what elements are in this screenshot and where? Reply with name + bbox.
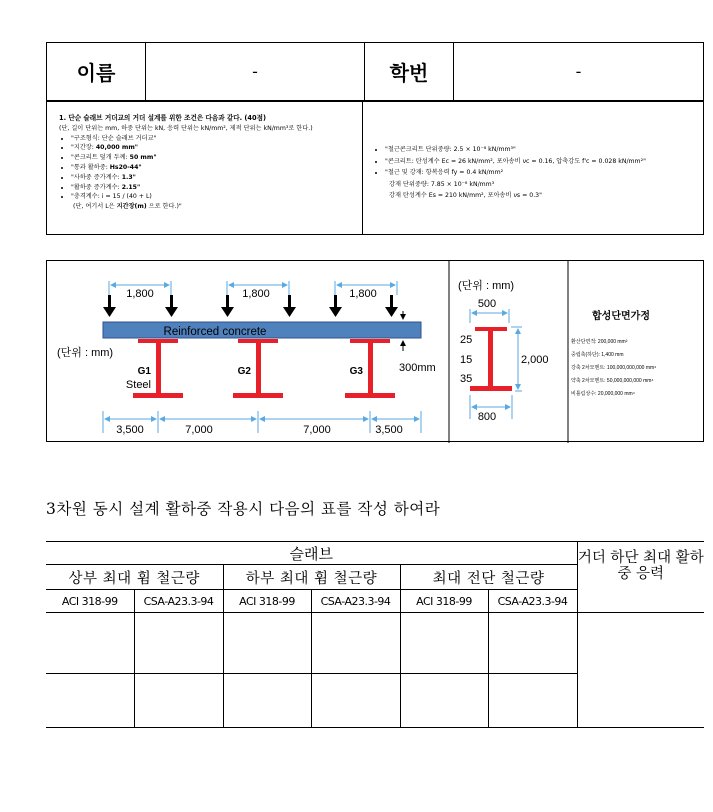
composite-prop: 환산단면적: 200,000 mm² — [571, 339, 628, 345]
problem-conditions-right — [363, 102, 703, 234]
code-header: ACI 318-99 — [400, 590, 488, 613]
instruction-text: 3차원 동시 설계 활하중 작용시 다음의 표를 작성 하여라 — [46, 500, 441, 518]
composite-prop: 약축 2차모멘트: 50,000,000,000 mm⁴ — [571, 378, 654, 384]
material-list — [373, 144, 703, 179]
code-header: CSA-A23.3-94 — [311, 590, 400, 613]
web-thk-label: 15 — [460, 354, 473, 366]
slab-header: 슬래브 — [46, 542, 577, 565]
unit-label: (단위 : mm) — [57, 347, 114, 359]
table-cell[interactable] — [134, 674, 223, 728]
material-item: • "콘크리트: 탄성계수 Ec = 26 kN/mm², 포아송비 νc = 0.16, 압축강도 f'c = 0.028 kN/mm²" — [385, 156, 703, 168]
name-label: 이름 — [47, 43, 146, 101]
group-header: 상부 최대 휨 철근량 — [46, 565, 223, 590]
girder-stress-cell[interactable] — [577, 613, 704, 728]
material-item: • "철근콘크리트 단위중량: 2.5 × 10⁻⁸ kN/mm³" — [385, 144, 703, 156]
group-header: 하부 최대 휨 철근량 — [223, 565, 400, 590]
composite-prop: 비틀림상수: 20,000,000 mm⁴ — [571, 391, 635, 397]
slab-thickness-label: 300mm — [399, 362, 436, 374]
load-arrow-icon — [221, 295, 234, 317]
problem-conditions-left — [47, 102, 362, 234]
table-cell[interactable] — [46, 674, 134, 728]
span-label: 3,500 — [116, 424, 144, 436]
span-dimensions — [103, 411, 421, 433]
student-id-label: 학번 — [365, 43, 454, 101]
bottom-flange-thk-label: 35 — [460, 373, 473, 385]
girder-label: G2 — [237, 366, 251, 377]
table-cell[interactable] — [311, 613, 400, 674]
condition-item: • "사하중 증가계수: 1.3" — [71, 173, 362, 183]
table-cell[interactable] — [400, 674, 488, 728]
bridge-diagram — [47, 261, 705, 443]
section-unit-label: (단위 : mm) — [458, 280, 515, 292]
bridge-cross-section-figure — [46, 260, 704, 442]
spacing-label: 1,800 — [349, 288, 377, 300]
table-row — [46, 613, 704, 674]
problem-title: 1. 단순 슬래브 거더교의 거더 설계를 위한 조건은 다음과 같다. (40점) — [59, 114, 266, 122]
condition-item: • "활하중 증가계수: 2.15" — [71, 183, 362, 193]
impact-note: (단, 여기서 L은 지간장(m) 으로 한다.)" — [73, 203, 182, 211]
condition-item: • "콘크리트 덮개 두께: 50 mm" — [71, 153, 362, 163]
material-item: • "철근 및 강재: 항복응력 fy = 0.4 kN/mm² — [385, 167, 703, 179]
load-arrow-icon — [103, 295, 116, 317]
girder-stress-header: 거더 하단 최대 활하중 응력 — [577, 542, 704, 613]
results-table — [46, 541, 704, 728]
table-cell[interactable] — [488, 674, 577, 728]
span-label: 7,000 — [185, 424, 213, 436]
load-arrow-icon — [165, 295, 178, 317]
condition-item: • "통과 활하중: Hs20-44" — [71, 163, 362, 173]
condition-item: • "구조형식: 단순 슬래브 거더교" — [71, 134, 362, 144]
problem-statement — [46, 101, 704, 235]
bottom-flange-width-label: 800 — [477, 411, 497, 423]
load-arrow-icon — [283, 295, 296, 317]
load-arrow-icon — [329, 295, 342, 317]
student-info-table — [46, 42, 704, 101]
girder-section — [470, 327, 512, 391]
composite-title: 합성단면가정 — [592, 311, 650, 322]
code-header: ACI 318-99 — [46, 590, 134, 613]
flange-width-label: 500 — [477, 298, 497, 310]
student-id-field[interactable]: - — [454, 43, 704, 101]
condition-item: • "충격계수: i = 15 / (40 + L) — [71, 192, 362, 202]
spacing-label: 1,800 — [242, 288, 270, 300]
steel-label: Steel — [125, 379, 151, 391]
material-sub-item: 강재 탄성계수 Es = 210 kN/mm², 포아송비 νs = 0.3" — [389, 192, 542, 199]
composite-prop: 중립축(하단): 1,400 mm — [571, 352, 624, 358]
girder-label: G3 — [349, 366, 363, 377]
table-cell[interactable] — [488, 613, 577, 674]
condition-item: • "지간장: 40,000 mm" — [71, 143, 362, 153]
table-cell[interactable] — [223, 613, 311, 674]
code-header: ACI 318-99 — [223, 590, 311, 613]
slab-label: Reinforced concrete — [163, 326, 267, 338]
code-header: CSA-A23.3-94 — [488, 590, 577, 613]
span-label: 3,500 — [375, 424, 403, 436]
units-note: (단, 길이 단위는 mm, 하중 단위는 kN, 응력 단위는 kN/mm², 제적 단위는 kN/mm³로 한다.) — [59, 124, 313, 132]
material-sub-item: 강재 단위중량: 7.85 × 10⁻⁸ kN/mm³ — [389, 180, 495, 188]
top-flange-thk-label: 25 — [460, 334, 473, 346]
composite-prop: 강축 2차모멘트: 100,000,000,000 mm⁴ — [571, 365, 657, 371]
depth-label: 2,000 — [521, 354, 549, 366]
name-field[interactable]: - — [146, 43, 365, 101]
conditions-list — [59, 134, 362, 203]
table-cell[interactable] — [223, 674, 311, 728]
table-cell[interactable] — [46, 613, 134, 674]
table-cell[interactable] — [311, 674, 400, 728]
table-cell[interactable] — [134, 613, 223, 674]
load-arrow-icon — [385, 295, 398, 317]
top-flange-dim — [470, 309, 509, 323]
spacing-label: 1,800 — [126, 288, 154, 300]
girder-label: G1 — [137, 366, 151, 377]
span-label: 7,000 — [303, 424, 331, 436]
table-cell[interactable] — [400, 613, 488, 674]
code-header: CSA-A23.3-94 — [134, 590, 223, 613]
group-header: 최대 전단 철근량 — [400, 565, 577, 590]
